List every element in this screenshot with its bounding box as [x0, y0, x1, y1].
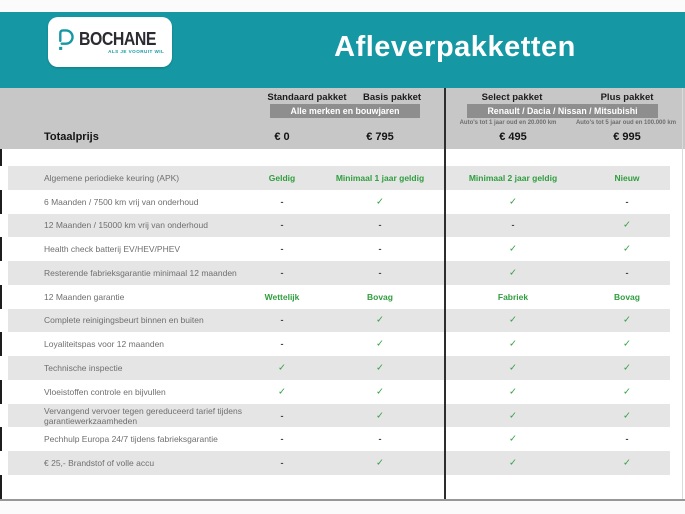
check-icon: ✓	[623, 243, 631, 255]
feature-value: -	[378, 267, 382, 278]
check-icon: ✓	[623, 362, 631, 374]
price-select: € 495	[499, 131, 527, 143]
check-icon: ✓	[278, 362, 286, 374]
column-note-select: Auto's tot 1 jaar oud en 20.000 km	[459, 120, 557, 126]
feature-value: -	[280, 244, 284, 255]
check-icon: ✓	[376, 457, 384, 469]
feature-label: 12 Maanden garantie	[44, 291, 125, 302]
check-icon: ✓	[376, 362, 384, 374]
check-icon: ✓	[376, 386, 384, 398]
feature-value: Minimaal 2 jaar geldig	[468, 172, 558, 183]
feature-value: -	[280, 434, 284, 445]
column-note-plus: Auto's tot 5 jaar oud en 100.000 km	[575, 120, 677, 126]
column-header-plus: Plus pakket	[600, 92, 654, 103]
page-header	[0, 12, 685, 88]
feature-label: € 25,- Brandstof of volle accu	[44, 458, 155, 469]
feature-label: 6 Maanden / 7500 km vrij van onderhoud	[44, 196, 199, 207]
feature-value: -	[280, 267, 284, 278]
feature-value: Nieuw	[614, 172, 640, 183]
check-icon: ✓	[623, 338, 631, 350]
check-icon: ✓	[376, 338, 384, 350]
table-bottom-border	[0, 499, 685, 501]
brand-tagline: ALS JE VOORUIT WIL	[108, 49, 165, 55]
table-row	[0, 332, 685, 356]
table-row	[0, 451, 685, 475]
check-icon: ✓	[376, 410, 384, 422]
header-gap-strip	[0, 149, 685, 166]
table-bottom-strip	[0, 475, 685, 499]
price-basis: € 795	[366, 131, 394, 143]
table-row	[0, 214, 685, 238]
table-row	[0, 427, 685, 451]
feature-value: Bovag	[614, 291, 640, 302]
check-icon: ✓	[509, 243, 517, 255]
feature-label: Complete reinigingsbeurt binnen en buiten	[44, 315, 204, 326]
table-row	[0, 404, 685, 428]
column-header-standaard: Standaard pakket	[267, 92, 347, 103]
check-icon: ✓	[509, 457, 517, 469]
feature-label: Resterende fabrieksgarantie minimaal 12 maanden	[44, 267, 237, 278]
feature-value: -	[378, 220, 382, 231]
page-title: Afleverpakketten	[334, 31, 576, 63]
feature-value: -	[280, 196, 284, 207]
group-badge-renault-group: Renault / Dacia / Nissan / Mitsubishi	[467, 104, 658, 118]
check-icon: ✓	[376, 196, 384, 208]
check-icon: ✓	[509, 267, 517, 279]
feature-label: Algemene periodieke keuring (APK)	[44, 172, 180, 183]
table-row	[0, 356, 685, 380]
feature-value: -	[625, 196, 629, 207]
feature-value: -	[280, 410, 284, 421]
feature-label: 12 Maanden / 15000 km vrij van onderhoud	[44, 220, 208, 231]
table-row	[0, 190, 685, 214]
check-icon: ✓	[509, 314, 517, 326]
feature-value: Geldig	[268, 172, 296, 183]
brand-name: BOCHANE	[78, 28, 156, 49]
feature-label: Loyaliteitspas voor 12 maanden	[44, 339, 165, 350]
table-row	[0, 380, 685, 404]
feature-value: -	[378, 244, 382, 255]
check-icon: ✓	[623, 410, 631, 422]
check-icon: ✓	[623, 386, 631, 398]
check-icon: ✓	[509, 386, 517, 398]
check-icon: ✓	[509, 433, 517, 445]
check-icon: ✓	[376, 314, 384, 326]
table-row	[0, 166, 685, 190]
feature-label: Vervangend vervoer tegen gereduceerd tarief tijdens garantiewerkzaamheden	[44, 405, 242, 426]
feature-value: -	[511, 220, 515, 231]
bochane-logo	[48, 17, 172, 67]
column-header-select: Select pakket	[481, 92, 543, 103]
check-icon: ✓	[509, 410, 517, 422]
column-header-basis: Basis pakket	[362, 92, 422, 103]
column-group-divider	[444, 88, 446, 500]
feature-value: -	[378, 434, 382, 445]
feature-value: -	[280, 315, 284, 326]
feature-label: Pechhulp Europa 24/7 tijdens fabrieksgarantie	[44, 434, 218, 445]
feature-label: Vloeistoffen controle en bijvullen	[44, 386, 166, 397]
check-icon: ✓	[509, 338, 517, 350]
feature-value: Bovag	[367, 291, 393, 302]
check-icon: ✓	[509, 196, 517, 208]
bochane-logo-icon	[54, 26, 75, 58]
feature-label: Health check batterij EV/HEV/PHEV	[44, 244, 181, 255]
check-icon: ✓	[623, 314, 631, 326]
feature-value: Wettelijk	[264, 291, 300, 302]
feature-value: -	[625, 434, 629, 445]
table-row	[0, 309, 685, 333]
feature-label: Technische inspectie	[44, 362, 123, 373]
total-price-label: Totaalprijs	[44, 131, 99, 143]
feature-value: -	[280, 458, 284, 469]
feature-value: -	[280, 220, 284, 231]
table-row	[0, 261, 685, 285]
table-row	[0, 237, 685, 261]
check-icon: ✓	[509, 362, 517, 374]
table-header-band	[0, 88, 685, 149]
table-row	[0, 285, 685, 309]
table-right-border	[682, 88, 683, 500]
feature-table-rows	[0, 166, 685, 475]
check-icon: ✓	[623, 219, 631, 231]
price-standaard: € 0	[274, 131, 290, 143]
group-badge-all-brands: Alle merken en bouwjaren	[270, 104, 420, 118]
check-icon: ✓	[278, 386, 286, 398]
feature-value: Minimaal 1 jaar geldig	[335, 172, 425, 183]
feature-value: Fabriek	[497, 291, 529, 302]
feature-value: -	[280, 339, 284, 350]
feature-value: -	[625, 267, 629, 278]
check-icon: ✓	[623, 457, 631, 469]
price-plus: € 995	[613, 131, 641, 143]
